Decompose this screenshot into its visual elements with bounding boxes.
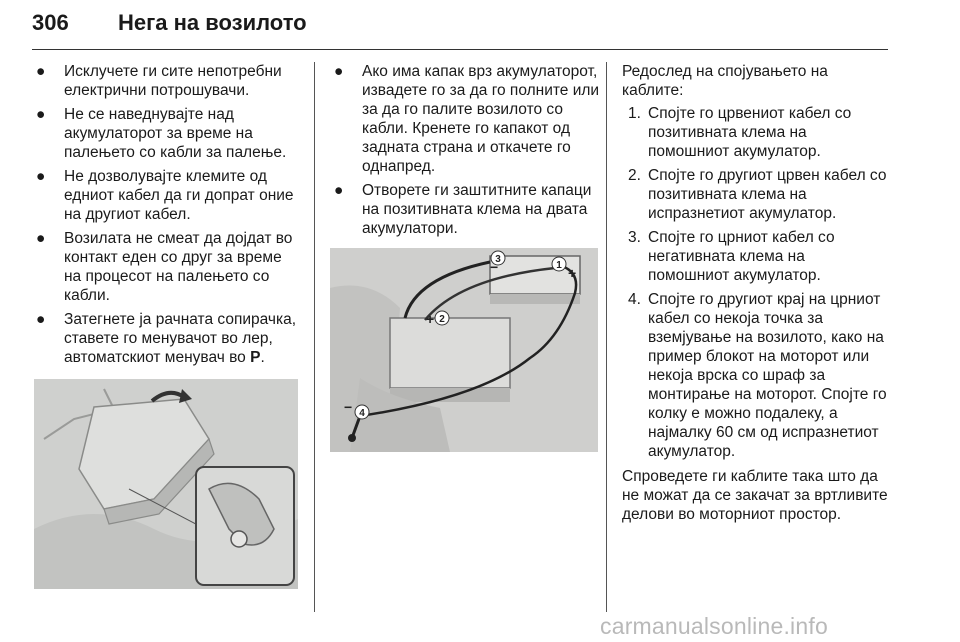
battery-prep-list <box>330 62 600 238</box>
svg-text:3: 3 <box>495 254 501 265</box>
jump-start-illustration <box>330 248 598 452</box>
bullet-icon: ● <box>36 311 46 328</box>
page-title: Нега на возилото <box>118 10 307 35</box>
step-item: 3. Спојте го црниот кабел со негативната клема на помошниот акумулатор. <box>628 229 835 284</box>
bullet-icon: ● <box>334 63 344 80</box>
battery-cover-drawing <box>34 379 298 589</box>
plus-terminal-sign: + <box>426 311 435 327</box>
callout-1 <box>552 257 566 271</box>
step-item: 2. Спојте го другиот црвен кабел со позитивната клема на испразнетиот акумулатор. <box>628 167 887 222</box>
bullet-icon: ● <box>36 230 46 247</box>
sequence-intro: Редослед на спојувањето на каблите: <box>622 63 828 99</box>
bullet-icon: ● <box>36 168 46 185</box>
column-2 <box>330 62 600 243</box>
bullet-icon: ● <box>36 106 46 123</box>
list-item: ● Ако има капак врз акумулаторот, извадете го за да го полните или за да го палите возилото со кабли. Кренете го капакот од задната страна и откачете го однапред. <box>334 63 600 175</box>
callout-4 <box>355 405 369 419</box>
list-item: ● Не дозволувајте клемите од едниот кабел да ги допрат оние на другиот кабел. <box>36 168 294 223</box>
gear-p-symbol: P <box>250 349 261 366</box>
list-item: ● Не се наведнувајте над акумулаторот за време на палењето со кабли за палење. <box>36 106 287 161</box>
column-divider <box>606 62 607 612</box>
minus-terminal-sign: − <box>490 259 499 275</box>
list-item: ● Отворете ги заштитните капаци на позитивната клема на двата акумулатори. <box>334 182 592 237</box>
column-divider <box>314 62 315 612</box>
battery-cover-illustration <box>34 379 298 589</box>
precautions-list <box>32 62 300 367</box>
step-item: 1. Спојте го црвениот кабел со позитивната клема на помошниот акумулатор. <box>628 105 852 160</box>
minus-terminal-sign: − <box>344 399 353 415</box>
list-item: ● Исклучете ги сите непотребни електрични потрошувачи. <box>36 63 282 99</box>
svg-text:1: 1 <box>556 260 562 271</box>
callout-2 <box>435 311 449 325</box>
plus-terminal-sign: + <box>568 265 577 281</box>
bullet-icon: ● <box>334 182 344 199</box>
page-header <box>32 8 888 52</box>
list-item: ● Затегнете ја рачната сопирачка, ставете го менувачот во лер, автоматскиот менувач во P. <box>36 311 297 366</box>
svg-text:4: 4 <box>359 408 365 419</box>
connection-steps <box>622 104 888 461</box>
header-rule <box>32 49 888 50</box>
list-item: ● Возилата не смеат да дојдат во контакт еден со друг за време на процесот на палењето со кабли. <box>36 230 293 304</box>
page-number: 306 <box>32 10 69 35</box>
column-1 <box>32 62 300 372</box>
bullet-icon: ● <box>36 63 46 80</box>
step-item: 4. Спојте го другиот крај на црниот кабел со некоја точка за вземјување на возилото, како на пример блокот на моторот или некоја врска со шраф за монтирање на моторот. Спојте го колку е можно подалеку, а најмалку 60 см од испразнетиот акумулатор. <box>628 291 887 460</box>
svg-text:2: 2 <box>439 314 445 325</box>
jump-start-drawing <box>330 248 598 452</box>
watermark: carmanualsonline.info <box>600 613 828 639</box>
column-3 <box>622 62 888 540</box>
closing-paragraph: Спроведете ги каблите така што да не можат да се закачат за вртливите делови во моторниот простор. <box>622 468 888 523</box>
